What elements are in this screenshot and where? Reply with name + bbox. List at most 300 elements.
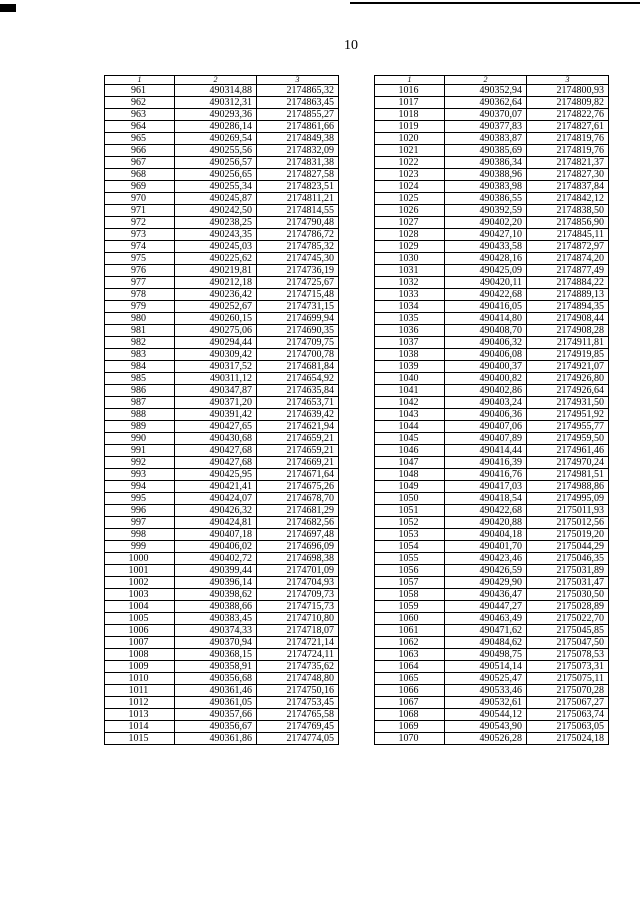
coordinate-y: 2175047,50: [527, 637, 609, 649]
coordinate-x: 490386,34: [445, 157, 527, 169]
column-header-3: 3: [257, 76, 339, 85]
point-number: 1054: [375, 541, 445, 553]
point-number: 990: [105, 433, 175, 445]
coordinate-x: 490424,81: [175, 517, 257, 529]
point-number: 1042: [375, 397, 445, 409]
point-number: 995: [105, 493, 175, 505]
table-row: [105, 205, 339, 217]
coordinate-x: 490370,07: [445, 109, 527, 121]
coordinate-x: 490383,45: [175, 613, 257, 625]
coordinate-y: 2174704,93: [257, 577, 339, 589]
point-number: 993: [105, 469, 175, 481]
coordinate-x: 490427,65: [175, 421, 257, 433]
coordinate-y: 2174838,50: [527, 205, 609, 217]
point-number: 1056: [375, 565, 445, 577]
table-row: [375, 157, 609, 169]
point-number: 984: [105, 361, 175, 373]
point-number: 965: [105, 133, 175, 145]
coordinate-x: 490543,90: [445, 721, 527, 733]
table-row: [375, 553, 609, 565]
table-row: [375, 649, 609, 661]
point-number: 968: [105, 169, 175, 181]
table-row: [105, 637, 339, 649]
coordinate-x: 490514,14: [445, 661, 527, 673]
coordinate-x: 490245,87: [175, 193, 257, 205]
point-number: 1048: [375, 469, 445, 481]
coordinate-y: 2174884,22: [527, 277, 609, 289]
coordinate-x: 490417,03: [445, 481, 527, 493]
coordinate-x: 490396,14: [175, 577, 257, 589]
coordinate-y: 2174769,45: [257, 721, 339, 733]
point-number: 1025: [375, 193, 445, 205]
coordinate-x: 490526,28: [445, 733, 527, 745]
table-row: [105, 661, 339, 673]
table-row: [105, 589, 339, 601]
table-row: [105, 289, 339, 301]
coordinate-y: 2175067,27: [527, 697, 609, 709]
coordinate-y: 2174753,45: [257, 697, 339, 709]
point-number: 1012: [105, 697, 175, 709]
coordinate-x: 490311,12: [175, 373, 257, 385]
point-number: 1038: [375, 349, 445, 361]
point-number: 1069: [375, 721, 445, 733]
column-header-2: 2: [445, 76, 527, 85]
coordinate-y: 2174926,80: [527, 373, 609, 385]
table-row: [375, 529, 609, 541]
coordinate-y: 2174790,48: [257, 217, 339, 229]
point-number: 1057: [375, 577, 445, 589]
coordinate-y: 2174653,71: [257, 397, 339, 409]
coordinate-x: 490433,58: [445, 241, 527, 253]
coordinates-table-right: [374, 75, 609, 745]
coordinates-table-left: [104, 75, 339, 745]
coordinate-x: 490426,32: [175, 505, 257, 517]
table-row: [105, 529, 339, 541]
point-number: 989: [105, 421, 175, 433]
table-row: [105, 721, 339, 733]
point-number: 963: [105, 109, 175, 121]
coordinate-x: 490243,35: [175, 229, 257, 241]
table-row: [105, 709, 339, 721]
coordinate-x: 490358,91: [175, 661, 257, 673]
table-row: [375, 493, 609, 505]
coordinate-y: 2174959,50: [527, 433, 609, 445]
coordinate-x: 490407,18: [175, 529, 257, 541]
coordinate-x: 490420,11: [445, 277, 527, 289]
coordinate-x: 490416,76: [445, 469, 527, 481]
coordinate-y: 2174709,75: [257, 337, 339, 349]
point-number: 972: [105, 217, 175, 229]
table-row: [375, 613, 609, 625]
table-row: [105, 577, 339, 589]
coordinate-x: 490498,75: [445, 649, 527, 661]
point-number: 1014: [105, 721, 175, 733]
coordinate-y: 2174837,84: [527, 181, 609, 193]
coordinate-x: 490416,39: [445, 457, 527, 469]
table-row: [105, 685, 339, 697]
point-number: 1039: [375, 361, 445, 373]
point-number: 1026: [375, 205, 445, 217]
coordinate-y: 2174919,85: [527, 349, 609, 361]
point-number: 983: [105, 349, 175, 361]
point-number: 1007: [105, 637, 175, 649]
coordinate-y: 2175063,74: [527, 709, 609, 721]
coordinate-y: 2175045,85: [527, 625, 609, 637]
coordinate-y: 2174774,05: [257, 733, 339, 745]
point-number: 1058: [375, 589, 445, 601]
coordinate-y: 2175024,18: [527, 733, 609, 745]
table-row: [105, 541, 339, 553]
coordinate-y: 2174745,30: [257, 253, 339, 265]
table-row: [105, 253, 339, 265]
point-number: 1010: [105, 673, 175, 685]
point-number: 1053: [375, 529, 445, 541]
coordinate-y: 2175063,05: [527, 721, 609, 733]
coordinate-y: 2174659,21: [257, 433, 339, 445]
coordinate-y: 2174698,38: [257, 553, 339, 565]
coordinate-y: 2174819,76: [527, 133, 609, 145]
coordinate-y: 2175030,50: [527, 589, 609, 601]
coordinate-y: 2174669,21: [257, 457, 339, 469]
coordinate-x: 490532,61: [445, 697, 527, 709]
table-row: [105, 301, 339, 313]
coordinate-x: 490533,46: [445, 685, 527, 697]
coordinate-x: 490347,87: [175, 385, 257, 397]
column-header-1: 1: [375, 76, 445, 85]
point-number: 992: [105, 457, 175, 469]
coordinate-x: 490370,94: [175, 637, 257, 649]
coordinate-x: 490362,64: [445, 97, 527, 109]
table-row: [375, 169, 609, 181]
point-number: 970: [105, 193, 175, 205]
coordinate-x: 490400,82: [445, 373, 527, 385]
corner-mark: [0, 4, 16, 12]
point-number: 1059: [375, 601, 445, 613]
coordinate-x: 490356,68: [175, 673, 257, 685]
coordinate-x: 490317,52: [175, 361, 257, 373]
coordinate-y: 2174785,32: [257, 241, 339, 253]
point-number: 1036: [375, 325, 445, 337]
coordinate-x: 490525,47: [445, 673, 527, 685]
coordinate-y: 2174961,46: [527, 445, 609, 457]
point-number: 980: [105, 313, 175, 325]
table-row: [105, 277, 339, 289]
point-number: 1027: [375, 217, 445, 229]
point-number: 964: [105, 121, 175, 133]
coordinate-x: 490219,81: [175, 265, 257, 277]
point-number: 1002: [105, 577, 175, 589]
coordinate-x: 490361,05: [175, 697, 257, 709]
table-row: [105, 133, 339, 145]
table-row: [105, 613, 339, 625]
table-header-row: [375, 76, 609, 85]
point-number: 1065: [375, 673, 445, 685]
table-row: [105, 493, 339, 505]
coordinate-x: 490414,80: [445, 313, 527, 325]
coordinate-x: 490357,66: [175, 709, 257, 721]
coordinate-x: 490252,67: [175, 301, 257, 313]
column-header-1: 1: [105, 76, 175, 85]
point-number: 1015: [105, 733, 175, 745]
coordinate-x: 490418,54: [445, 493, 527, 505]
coordinate-x: 490430,68: [175, 433, 257, 445]
coordinate-y: 2174700,78: [257, 349, 339, 361]
point-number: 1044: [375, 421, 445, 433]
coordinate-x: 490402,86: [445, 385, 527, 397]
coordinate-y: 2174715,73: [257, 601, 339, 613]
table-row: [375, 277, 609, 289]
table-row: [375, 505, 609, 517]
coordinate-x: 490414,44: [445, 445, 527, 457]
coordinate-x: 490402,20: [445, 217, 527, 229]
point-number: 1011: [105, 685, 175, 697]
point-number: 1040: [375, 373, 445, 385]
coordinate-x: 490427,68: [175, 457, 257, 469]
table-row: [105, 469, 339, 481]
point-number: 1046: [375, 445, 445, 457]
table-row: [105, 505, 339, 517]
point-number: 981: [105, 325, 175, 337]
point-number: 1023: [375, 169, 445, 181]
table-row: [375, 385, 609, 397]
point-number: 1051: [375, 505, 445, 517]
coordinate-x: 490236,42: [175, 289, 257, 301]
coordinate-y: 2174715,48: [257, 289, 339, 301]
point-number: 1028: [375, 229, 445, 241]
coordinate-x: 490371,20: [175, 397, 257, 409]
point-number: 988: [105, 409, 175, 421]
table-row: [105, 409, 339, 421]
coordinate-y: 2174908,44: [527, 313, 609, 325]
table-row: [105, 565, 339, 577]
coordinate-x: 490388,96: [445, 169, 527, 181]
table-row: [375, 409, 609, 421]
coordinate-x: 490471,62: [445, 625, 527, 637]
point-number: 1018: [375, 109, 445, 121]
coordinate-x: 490406,36: [445, 409, 527, 421]
coordinate-y: 2174696,09: [257, 541, 339, 553]
point-number: 1003: [105, 589, 175, 601]
point-number: 973: [105, 229, 175, 241]
point-number: 976: [105, 265, 175, 277]
coordinate-x: 490383,98: [445, 181, 527, 193]
coordinate-x: 490309,42: [175, 349, 257, 361]
table-row: [375, 349, 609, 361]
point-number: 969: [105, 181, 175, 193]
coordinate-x: 490361,46: [175, 685, 257, 697]
point-number: 977: [105, 277, 175, 289]
coordinate-y: 2174988,86: [527, 481, 609, 493]
coordinate-x: 490275,06: [175, 325, 257, 337]
point-number: 999: [105, 541, 175, 553]
point-number: 1029: [375, 241, 445, 253]
coordinate-y: 2174681,84: [257, 361, 339, 373]
table-row: [105, 673, 339, 685]
coordinate-y: 2174682,56: [257, 517, 339, 529]
coordinate-y: 2174823,51: [257, 181, 339, 193]
table-row: [375, 673, 609, 685]
point-number: 987: [105, 397, 175, 409]
coordinate-y: 2174718,07: [257, 625, 339, 637]
table-row: [375, 241, 609, 253]
table-row: [375, 85, 609, 97]
coordinate-y: 2174725,67: [257, 277, 339, 289]
point-number: 1024: [375, 181, 445, 193]
column-header-3: 3: [527, 76, 609, 85]
coordinate-y: 2174814,55: [257, 205, 339, 217]
coordinate-x: 490245,03: [175, 241, 257, 253]
coordinate-y: 2174678,70: [257, 493, 339, 505]
coordinate-y: 2174697,48: [257, 529, 339, 541]
coordinate-y: 2175031,47: [527, 577, 609, 589]
point-number: 971: [105, 205, 175, 217]
table-row: [375, 145, 609, 157]
point-number: 978: [105, 289, 175, 301]
table-row: [375, 97, 609, 109]
coordinate-x: 490238,25: [175, 217, 257, 229]
coordinate-x: 490447,27: [445, 601, 527, 613]
table-row: [105, 445, 339, 457]
point-number: 1000: [105, 553, 175, 565]
coordinate-y: 2174908,28: [527, 325, 609, 337]
coordinate-x: 490383,87: [445, 133, 527, 145]
table-row: [375, 397, 609, 409]
coordinate-y: 2174827,61: [527, 121, 609, 133]
table-header-row: [105, 76, 339, 85]
point-number: 1019: [375, 121, 445, 133]
top-rule: [350, 2, 640, 4]
point-number: 1060: [375, 613, 445, 625]
point-number: 1055: [375, 553, 445, 565]
point-number: 962: [105, 97, 175, 109]
coordinate-x: 490407,89: [445, 433, 527, 445]
coordinate-x: 490368,15: [175, 649, 257, 661]
point-number: 1006: [105, 625, 175, 637]
point-number: 996: [105, 505, 175, 517]
coordinate-y: 2174911,81: [527, 337, 609, 349]
point-number: 979: [105, 301, 175, 313]
table-row: [375, 265, 609, 277]
table-row: [105, 625, 339, 637]
table-row: [375, 433, 609, 445]
point-number: 1068: [375, 709, 445, 721]
table-row: [105, 601, 339, 613]
table-row: [375, 709, 609, 721]
point-number: 1070: [375, 733, 445, 745]
table-row: [105, 733, 339, 745]
coordinate-y: 2174748,80: [257, 673, 339, 685]
coordinate-x: 490385,69: [445, 145, 527, 157]
coordinate-y: 2174865,32: [257, 85, 339, 97]
table-row: [105, 109, 339, 121]
point-number: 1045: [375, 433, 445, 445]
coordinate-x: 490242,50: [175, 205, 257, 217]
coordinate-x: 490425,09: [445, 265, 527, 277]
coordinate-x: 490400,37: [445, 361, 527, 373]
table-row: [105, 337, 339, 349]
coordinate-x: 490286,14: [175, 121, 257, 133]
table-row: [105, 481, 339, 493]
coordinate-y: 2174863,45: [257, 97, 339, 109]
coordinate-y: 2175070,28: [527, 685, 609, 697]
point-number: 1061: [375, 625, 445, 637]
point-number: 1066: [375, 685, 445, 697]
coordinate-y: 2174731,15: [257, 301, 339, 313]
table-row: [375, 301, 609, 313]
table-row: [375, 253, 609, 265]
coordinate-y: 2174710,80: [257, 613, 339, 625]
coordinate-y: 2174690,35: [257, 325, 339, 337]
table-row: [375, 541, 609, 553]
coordinate-x: 490422,68: [445, 505, 527, 517]
table-row: [375, 337, 609, 349]
point-number: 1030: [375, 253, 445, 265]
point-number: 1016: [375, 85, 445, 97]
coordinate-x: 490256,65: [175, 169, 257, 181]
coordinate-y: 2174849,38: [257, 133, 339, 145]
coordinate-y: 2174856,90: [527, 217, 609, 229]
table-row: [375, 637, 609, 649]
point-number: 1035: [375, 313, 445, 325]
table-row: [375, 121, 609, 133]
point-number: 1062: [375, 637, 445, 649]
coordinate-y: 2175078,53: [527, 649, 609, 661]
point-number: 1008: [105, 649, 175, 661]
coordinate-x: 490404,18: [445, 529, 527, 541]
table-row: [105, 193, 339, 205]
point-number: 1031: [375, 265, 445, 277]
point-number: 1004: [105, 601, 175, 613]
coordinate-y: 2175011,93: [527, 505, 609, 517]
point-number: 1034: [375, 301, 445, 313]
coordinate-y: 2174842,12: [527, 193, 609, 205]
coordinate-x: 490436,47: [445, 589, 527, 601]
coordinate-x: 490398,62: [175, 589, 257, 601]
table-row: [375, 313, 609, 325]
point-number: 1041: [375, 385, 445, 397]
point-number: 991: [105, 445, 175, 457]
coordinate-x: 490408,70: [445, 325, 527, 337]
coordinate-x: 490255,56: [175, 145, 257, 157]
coordinate-y: 2174831,38: [257, 157, 339, 169]
table-row: [375, 685, 609, 697]
table-row: [375, 625, 609, 637]
table-row: [105, 385, 339, 397]
coordinate-x: 490427,68: [175, 445, 257, 457]
point-number: 1063: [375, 649, 445, 661]
table-row: [375, 721, 609, 733]
coordinate-x: 490377,83: [445, 121, 527, 133]
table-row: [105, 361, 339, 373]
table-row: [105, 421, 339, 433]
point-number: 982: [105, 337, 175, 349]
coordinate-y: 2174675,26: [257, 481, 339, 493]
coordinate-y: 2175012,56: [527, 517, 609, 529]
coordinate-x: 490401,70: [445, 541, 527, 553]
coordinate-y: 2174736,19: [257, 265, 339, 277]
coordinate-y: 2175044,29: [527, 541, 609, 553]
point-number: 961: [105, 85, 175, 97]
table-row: [375, 577, 609, 589]
coordinate-y: 2174735,62: [257, 661, 339, 673]
coordinate-y: 2174750,16: [257, 685, 339, 697]
table-row: [375, 601, 609, 613]
coordinate-y: 2174889,13: [527, 289, 609, 301]
table-row: [375, 517, 609, 529]
table-row: [375, 361, 609, 373]
coordinate-y: 2174786,72: [257, 229, 339, 241]
coordinate-y: 2174845,11: [527, 229, 609, 241]
